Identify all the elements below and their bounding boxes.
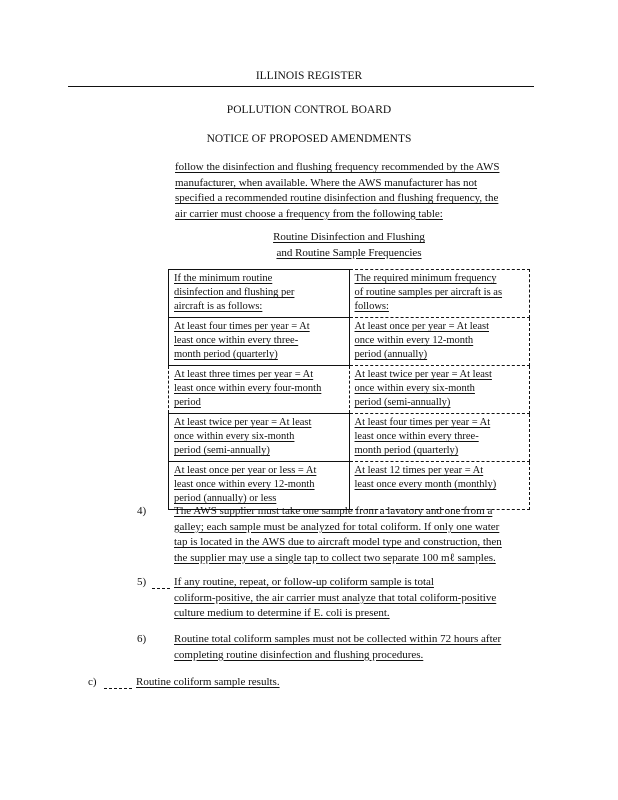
- item-4-text: The AWS supplier must take one sample from a lavatory and one from a galley; each sample must be analyzed for total coliform. If only one water tap is located in the AWS due to aircraft model type and construction, then the supplier may use a single tap to collect two separate 100 mℓ samples.: [174, 505, 502, 564]
- intro-paragraph: [175, 160, 535, 222]
- notice-title: NOTICE OF PROPOSED AMENDMENTS: [206, 133, 412, 145]
- intro-line: air carrier must choose a frequency from the following table:: [175, 207, 443, 220]
- table-cell: At least three times per year = At least once within every four-month period: [169, 366, 350, 414]
- subsection-title: Routine coliform sample results.: [136, 676, 280, 688]
- table-title-line: and Routine Sample Frequencies: [276, 246, 422, 259]
- item-number: 4): [137, 505, 147, 517]
- table-row: [169, 462, 530, 510]
- table-cell: At least four times per year = At least once within every three- month period (quarterly): [349, 414, 530, 462]
- table-cell: The required minimum frequency of routine samples per aircraft is as follows:: [349, 270, 530, 318]
- table-cell: At least twice per year = At least once within every six-month period (semi-annually): [349, 366, 530, 414]
- table-cell: If the minimum routine disinfection and flushing per aircraft is as follows:: [169, 270, 350, 318]
- table-row: [169, 414, 530, 462]
- register-title: ILLINOIS REGISTER: [255, 70, 363, 82]
- table-row: [169, 366, 530, 414]
- leader-rule: [152, 588, 170, 589]
- table-cell: At least four times per year = At least once within every three- month period (quarterly): [169, 318, 350, 366]
- table-cell: At least once per year = At least once within every 12-month period (annually): [349, 318, 530, 366]
- table-row: [169, 270, 530, 318]
- table-title-line: Routine Disinfection and Flushing: [273, 231, 425, 243]
- intro-line: manufacturer, when available. Where the AWS manufacturer has not: [175, 176, 478, 189]
- table-cell: At least 12 times per year = At least once every month (monthly): [349, 462, 530, 510]
- header-rule: [68, 86, 534, 87]
- table-row: [169, 318, 530, 366]
- item-6-text: Routine total coliform samples must not be collected within 72 hours after completing routine disinfection and flushing procedures.: [174, 633, 502, 661]
- item-number: 5): [137, 576, 147, 588]
- table-title: [168, 230, 530, 261]
- table-cell: At least once per year or less = At least once within every 12-month period (annually) or less: [169, 462, 350, 510]
- subsection-letter: c): [88, 676, 97, 688]
- intro-line: specified a recommended routine disinfection and flushing frequency, the: [175, 192, 499, 204]
- item-number: 6): [137, 633, 147, 645]
- intro-line: follow the disinfection and flushing frequency recommended by the AWS: [175, 161, 500, 173]
- leader-rule: [104, 688, 132, 689]
- frequency-table: [168, 269, 530, 510]
- board-title: POLLUTION CONTROL BOARD: [226, 104, 392, 116]
- item-5-text: If any routine, repeat, or follow-up coliform sample is total coliform-positive, the air carrier must analyze that total coliform-positive culture medium to determine if E. coli is present.: [174, 576, 497, 619]
- table-cell: At least twice per year = At least once within every six-month period (semi-annually): [169, 414, 350, 462]
